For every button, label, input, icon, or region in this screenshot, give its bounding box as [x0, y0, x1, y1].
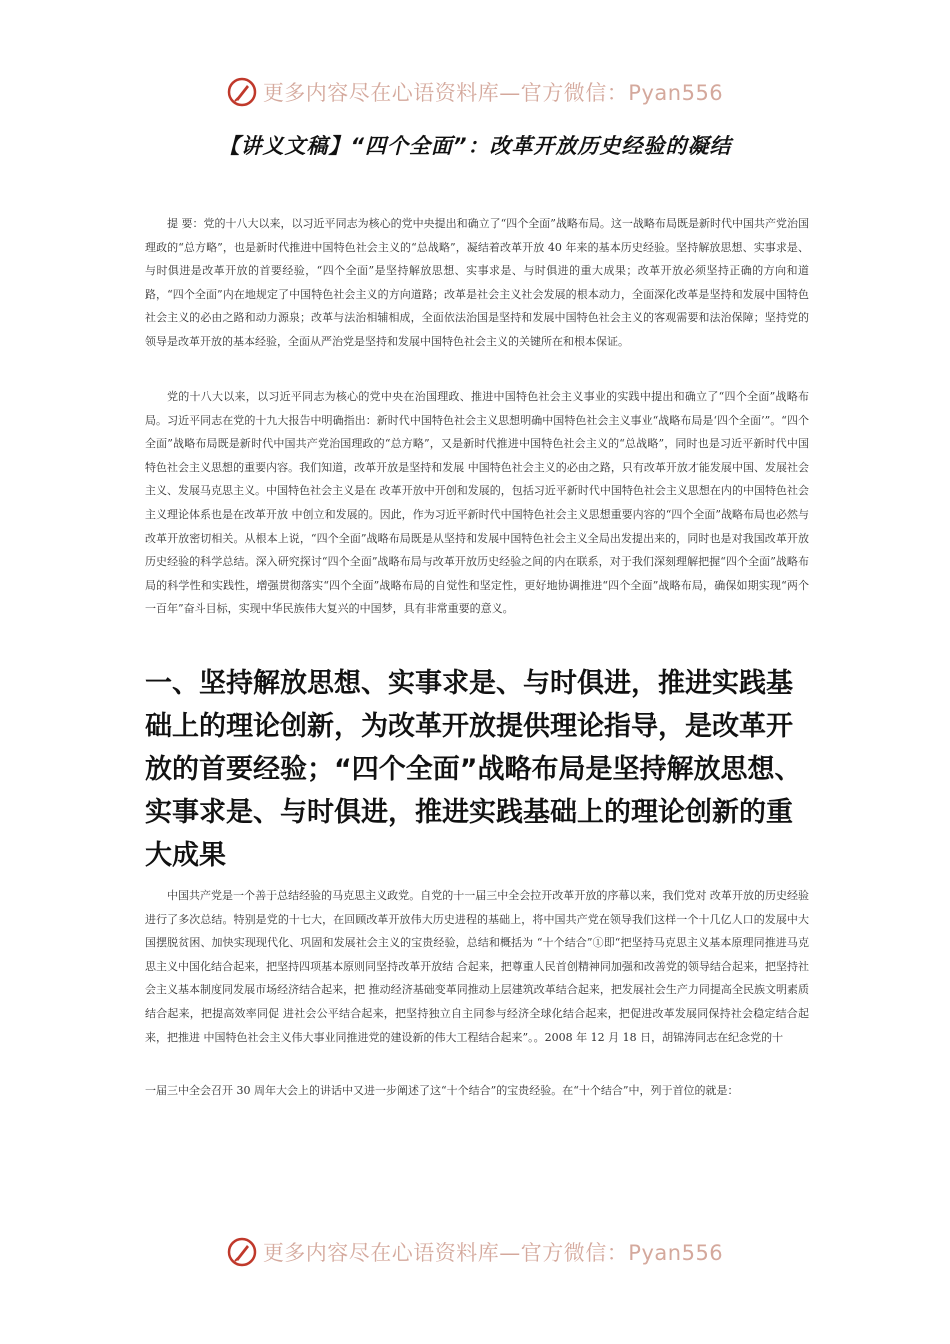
header-banner [0, 72, 950, 112]
quill-logo-icon [227, 1237, 257, 1267]
abstract-paragraph: 提 要：党的十八大以来，以习近平同志为核心的党中央提出和确立了“四个全面”战略布局。这一战略布局既是新时代中国共产党治国理政的“总方略”，也是新时代推进中国特色社会主义的“总战略”，凝结着改革开放 40 年来的基本历史经验。坚持解放思想、实事求是、与时俱进是改革开放的首要经验，“四个全面”是坚持解放思想、实事求是、与时俱进的重大成果；改革开放必须坚持正确的方向和道路，“四个全面”内在地规定了中国特色社会主义的方向道路；改革是社会主义社会发展的根本动力，全面深化改革是坚持和发展中国特色社会主义的必由之路和动力源泉；改革与法治相辅相成，全面依法治国是坚持和发展中国特色社会主义的客观需要和法治保障；坚持党的领导是改革开放的基本经验，全面从严治党是坚持和发展中国特色社会主义的关键所在和根本保证。 [145, 217, 809, 348]
banner-text: 更多内容尽在心语资料库—官方微信：Pyan556 [262, 81, 724, 105]
footer-banner [0, 1232, 950, 1272]
document-title: 【讲义文稿】“四个全面”：改革开放历史经验的凝结 [218, 134, 732, 158]
section-1-paragraph: 中国共产党是一个善于总结经验的马克思主义政党。自党的十一届三中全会拉开改革开放的序幕以来，我们党对 改革开放的历史经验进行了多次总结。特别是党的十七大，在回顾改革开放伟大历史进程的基础上，将中国共产党在领导我们这样一个十几亿人口的发展中大国摆脱贫困、加快实现现代化、巩固和发展社会主义的宝贵经验，总结和概括为 “十个结合”①即“把坚持马克思主义基本原理同推进马克思主义中国化结合起来，把坚持四项基本原则同坚持改革开放结 合起来，把尊重人民首创精神同加强和改善党的领导结合起来，把坚持社会主义基本制度同发展市场经济结合起来，把 推动经济基础变革同推动上层建筑改革结合起来，把发展社会生产力同提高全民族文明素质结合起来，把提高效率同促 进社会公平结合起来，把坚持独立自主同参与经济全球化结合起来，把促进改革发展同保持社会稳定结合起来，把推进 中国特色社会主义伟大事业同推进党的建设新的伟大工程结合起来”。。2008 年 12 月 18 日，胡锦涛同志在纪念党的十 [145, 889, 809, 1044]
intro-paragraph: 党的十八大以来，以习近平同志为核心的党中央在治国理政、推进中国特色社会主义事业的实践中提出和确立了“四个全面”战略布局。习近平同志在党的十九大报告中明确指出：新时代中国特色社会主义思想明确中国特色社会主义事业“战略布局是‘四个全面’”。“四个全面”战略布局既是新时代中国共产党治国理政的“总方略”，又是新时代推进中国特色社会主义的“总战略”，同时也是习近平新时代中国特色社会主义思想的重要内容。我们知道，改革开放是坚持和发展 中国特色社会主义的必由之路，只有改革开放才能发展中国、发展社会主义、发展马克思主义。中国特色社会主义是在 改革开放中开创和发展的，包括习近平新时代中国特色社会主义思想在内的中国特色社会主义理论体系也是在改革开放 中创立和发展的。因此，作为习近平新时代中国特色社会主义思想重要内容的“四个全面”战略布局也必然与改革开放密切相关。从根本上说，“四个全面”战略布局既是从坚持和发展中国特色社会主义全局出发提出来的，同时也是对我国改革开放历史经验的科学总结。深入研究探讨“四个全面”战略布局与改革开放历史经验之间的内在联系，对于我们深刻理解把握“四个全面”战略布局的科学性和实践性，增强贯彻落实“四个全面”战略布局的自觉性和坚定性，更好地协调推进“四个全面”战略布局，确保如期实现“两个一百年”奋斗目标，实现中华民族伟大复兴的中国梦，具有非常重要的意义。 [145, 390, 809, 616]
section-1-paragraph-continued: 一届三中全会召开 30 周年大会上的讲话中又进一步阐述了这“十个结合”的宝贵经验。在“十个结合”中，列于首位的就是： [145, 1084, 739, 1097]
quill-logo-icon [227, 77, 257, 107]
section-1-heading: 一、坚持解放思想、实事求是、与时俱进，推进实践基础上的理论创新，为改革开放提供理论指导，是改革开放的首要经验；“四个全面”战略布局是坚持解放思想、实事求是、与时俱进，推进实践基础上的理论创新的重大成果 [145, 668, 802, 871]
banner-text: 更多内容尽在心语资料库—官方微信：Pyan556 [262, 1241, 724, 1265]
